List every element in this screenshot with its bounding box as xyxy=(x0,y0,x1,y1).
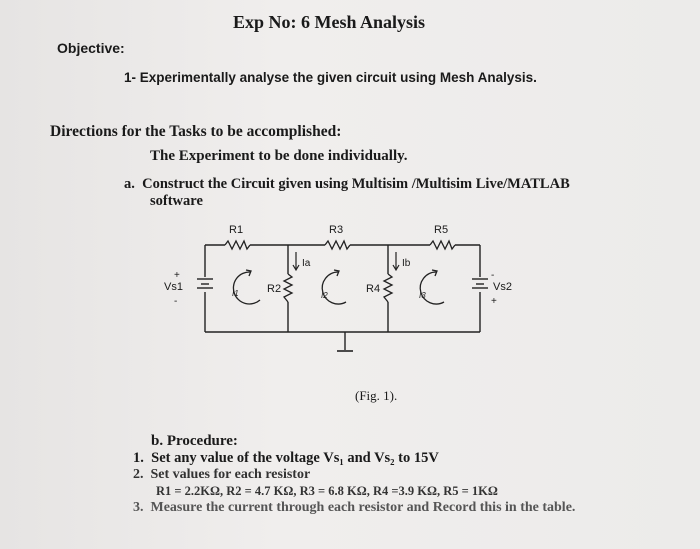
r3-resistor xyxy=(325,241,350,249)
step-3-number: 3. xyxy=(133,500,144,515)
ia-arrow xyxy=(293,252,299,270)
r5-label: R5 xyxy=(434,224,449,236)
step-2-number: 2. xyxy=(133,467,144,482)
mesh2-label: I2 xyxy=(321,291,328,300)
procedure-step-2 xyxy=(133,467,310,483)
procedure-heading: b. Procedure: xyxy=(151,433,238,449)
objective-heading: Objective: xyxy=(57,40,125,56)
vs1-label: Vs1 xyxy=(164,281,183,293)
resistor-values: R1 = 2.2KΩ, R2 = 4.7 KΩ, R3 = 6.8 KΩ, R4 =3.9 KΩ, R5 = 1KΩ xyxy=(156,484,498,498)
task-a-marker: a. xyxy=(124,176,135,192)
mesh1-label: I1 xyxy=(232,289,239,298)
figure-caption: (Fig. 1). xyxy=(355,388,398,403)
directions-intro: The Experiment to be done individually. xyxy=(150,148,408,164)
step-1-text: Set any value of the voltage Vs₁ and Vs₂ to 15V xyxy=(151,450,439,466)
vs2-plus: + xyxy=(491,296,497,307)
mesh1-loop-arrow xyxy=(233,272,260,304)
step-3-text: Measure the current through each resistor and Record this in the table. xyxy=(150,500,576,515)
step-2-text: Set values for each resistor xyxy=(150,467,311,482)
procedure-step-1 xyxy=(133,450,439,467)
r4-label: R4 xyxy=(366,283,381,295)
task-a-line1 xyxy=(124,176,570,193)
ib-label: Ib xyxy=(402,258,411,269)
directions-heading: Directions for the Tasks to be accomplished: xyxy=(50,123,342,140)
vs2-minus: - xyxy=(491,270,495,281)
r4-resistor xyxy=(384,274,392,302)
ib-arrow xyxy=(393,252,399,270)
objective-item-text: Experimentally analyse the given circuit using Mesh Analysis. xyxy=(139,70,537,85)
objective-item xyxy=(124,70,537,85)
mesh3-label: I3 xyxy=(419,291,426,300)
objective-item-number: 1- xyxy=(124,70,137,85)
task-a-line2: software xyxy=(150,193,203,209)
r2-resistor xyxy=(284,274,292,302)
circuit-diagram xyxy=(150,212,530,362)
task-a-text: Construct the Circuit given using Multisim /Multisim Live/MATLAB xyxy=(142,176,570,192)
step-1-number: 1. xyxy=(133,450,144,466)
r3-label: R3 xyxy=(329,224,344,236)
r5-resistor xyxy=(430,241,455,249)
vs1-plus: + xyxy=(174,270,180,281)
r1-label: R1 xyxy=(229,224,244,236)
vs2-label: Vs2 xyxy=(493,281,512,293)
r1-resistor xyxy=(225,241,250,249)
page-title: Exp No: 6 Mesh Analysis xyxy=(233,12,426,32)
r2-label: R2 xyxy=(267,283,282,295)
procedure-step-3 xyxy=(133,500,575,516)
ia-label: Ia xyxy=(302,258,311,269)
vs1-minus: - xyxy=(174,296,178,307)
